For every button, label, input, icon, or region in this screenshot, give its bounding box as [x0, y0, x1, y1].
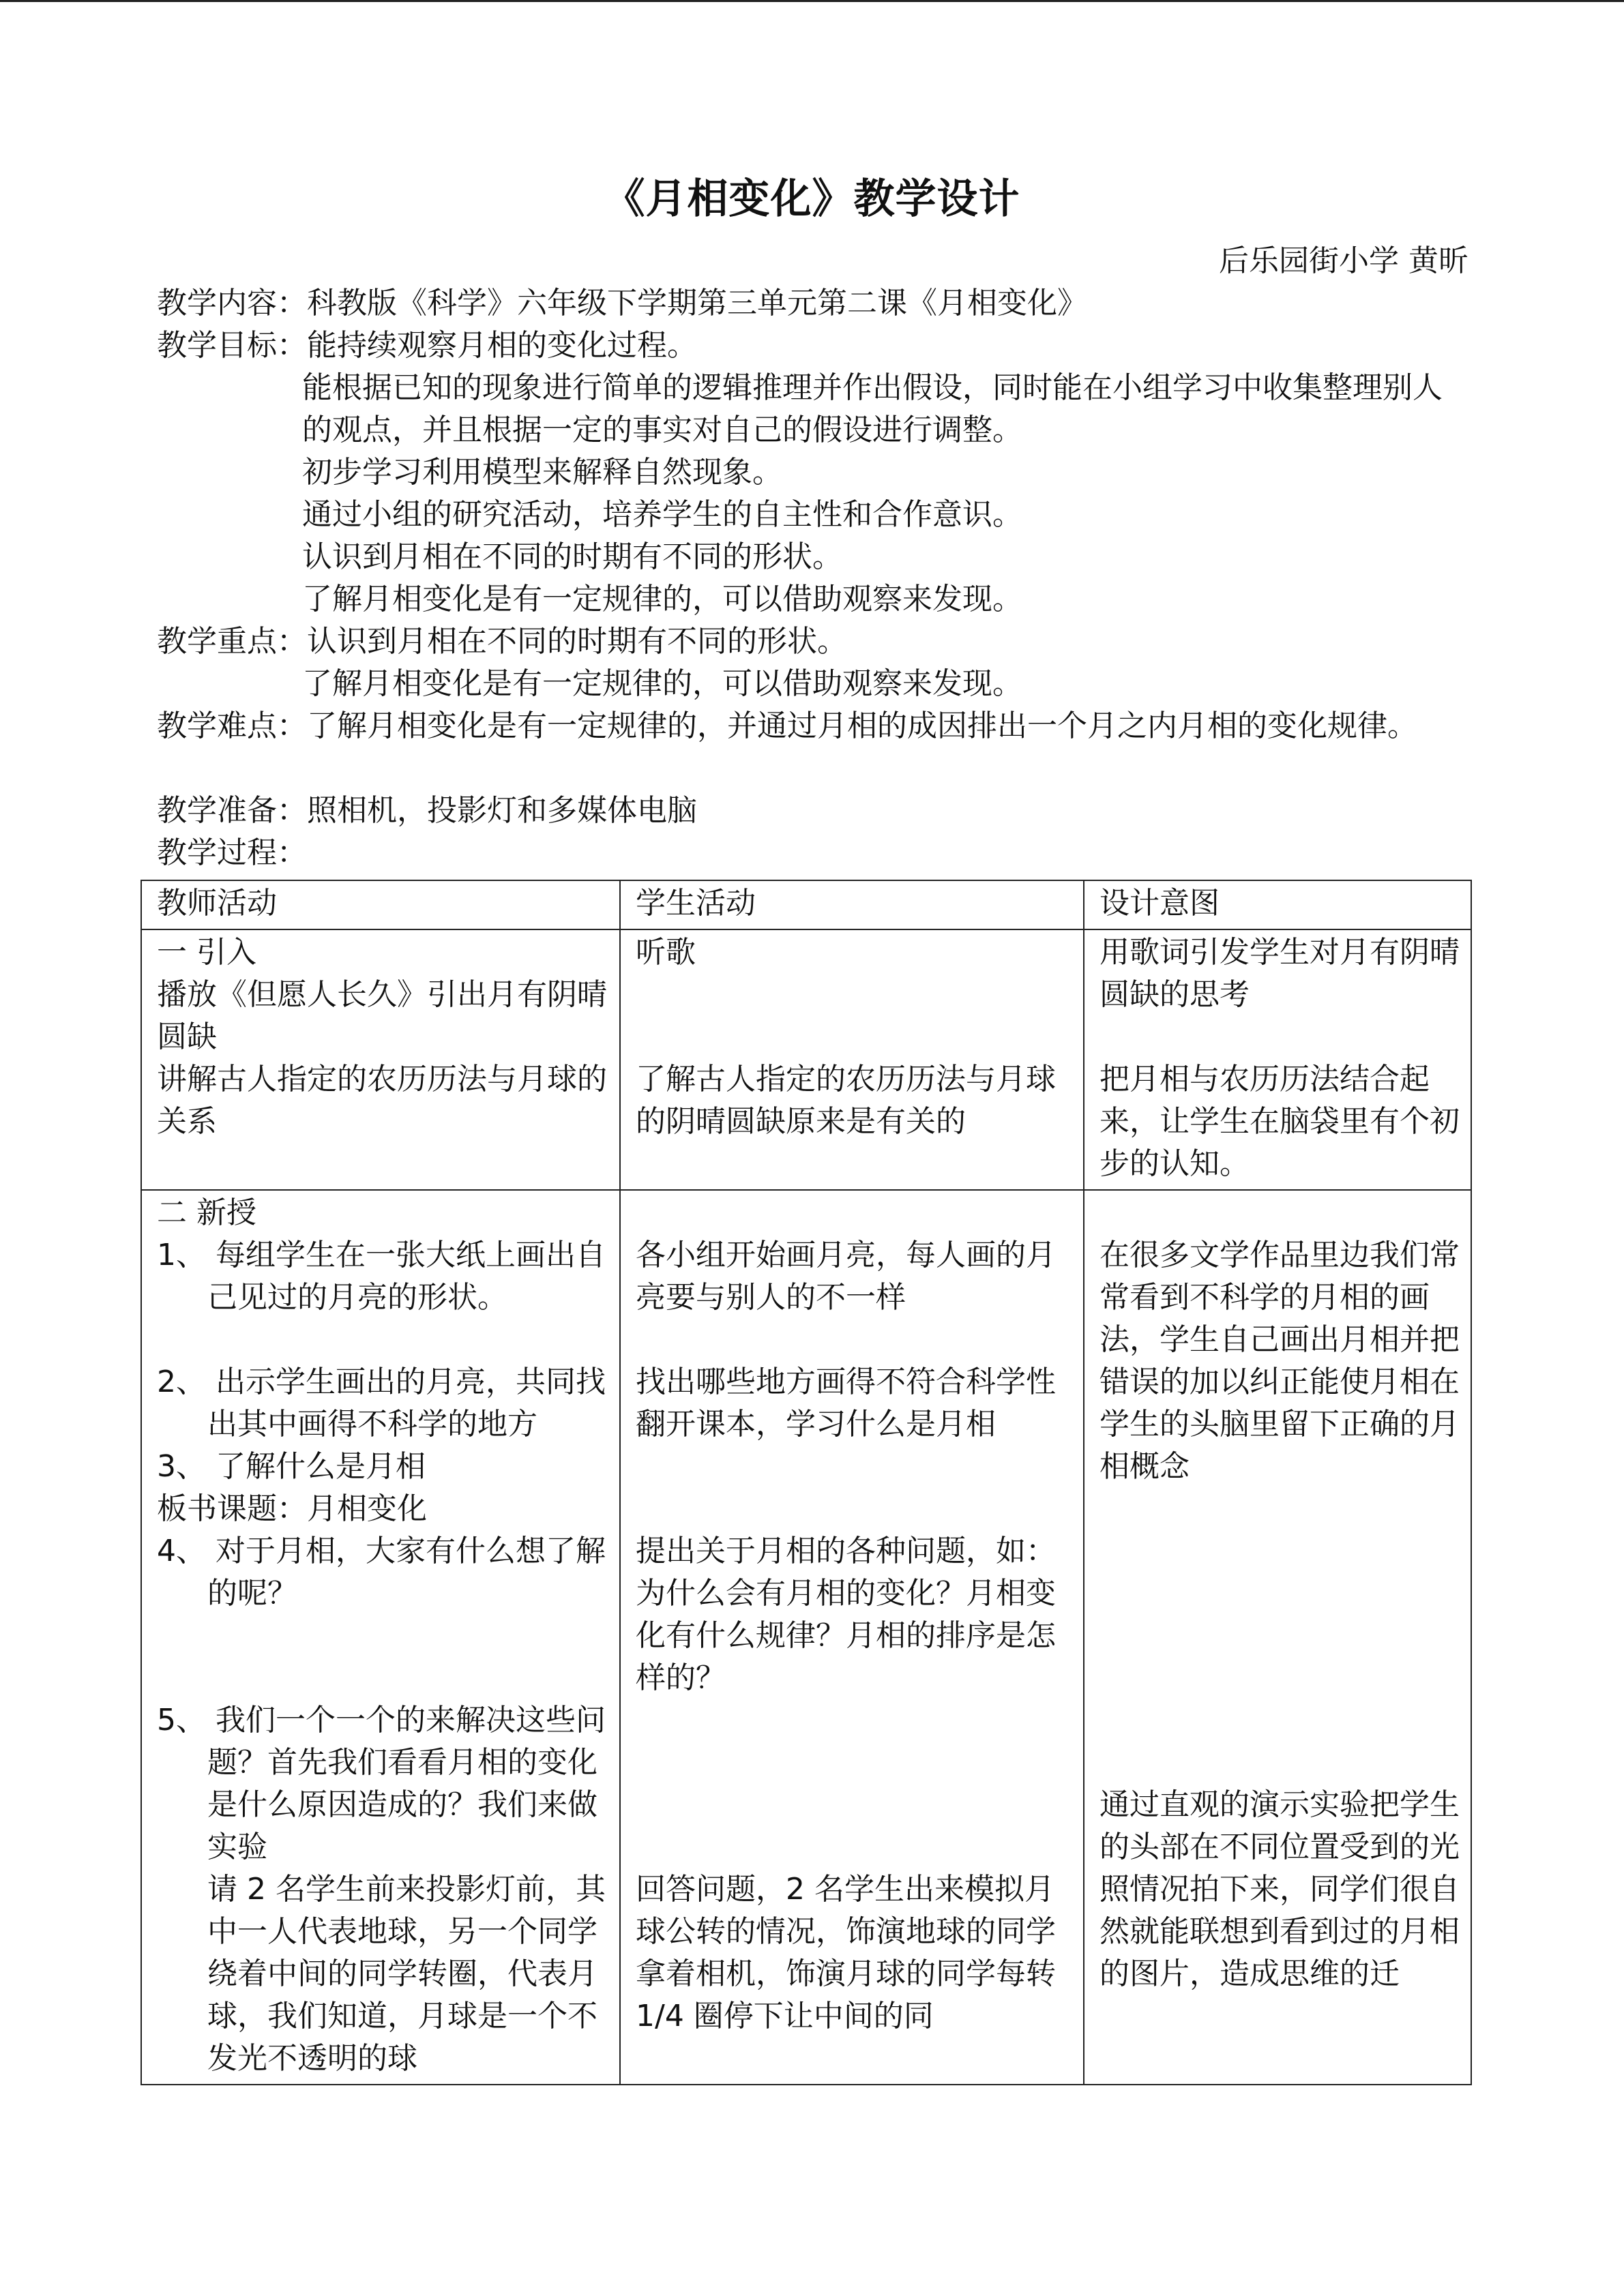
new-heading: 二 新授 — [157, 1195, 256, 1230]
goals-label: 教学目标： — [157, 328, 307, 363]
teacher-step-4: 4、 对于月相，大家有什么想了解的呢？ — [157, 1534, 606, 1611]
document-title: 《月相变化》教学设计 — [604, 175, 1020, 223]
intro-design-1: 用歌词引发学生对月有阴晴圆缺的思考 — [1099, 935, 1460, 1012]
table-header-row — [141, 880, 1471, 929]
new-student-cell — [620, 1190, 1084, 2085]
intro-teacher-2: 讲解古人指定的农历历法与月球的关系 — [157, 1062, 607, 1139]
goal-item: 认识到月相在不同的时期有不同的形状。 — [302, 539, 842, 574]
prep-label: 教学准备： — [157, 793, 307, 828]
goal-item: 初步学习利用模型来解释自然现象。 — [302, 455, 782, 490]
new-design-cell — [1084, 1190, 1471, 2085]
student-activity-4: 提出关于月相的各种问题，如：为什么会有月相的变化？月相变化有什么规律？月相的排序是怎样的？ — [636, 1534, 1056, 1695]
intro-teacher-cell — [141, 929, 620, 1190]
design-intent-2: 通过直观的演示实验把学生的头部在不同位置受到的光照情况拍下来，同学们很自然就能联想到看到过的月相的图片，造成思维的迁 — [1099, 1787, 1460, 1991]
teacher-step-5b: 请 2 名学生前来投影灯前，其中一人代表地球，另一个同学绕着中间的同学转圈，代表月球，我们知道，月球是一个不发光不透明的球 — [207, 1872, 606, 2076]
intro-design-2: 把月相与农历历法结合起来，让学生在脑袋里有个初步的认知。 — [1099, 1062, 1460, 1181]
student-activity-5: 回答问题，2 名学生出来模拟月球公转的情况，饰演地球的同学拿着相机，饰演月球的同学每转 1/4 圈停下让中间的同 — [636, 1872, 1056, 2033]
content-line — [157, 282, 1470, 325]
process-label: 教学过程： — [157, 835, 307, 870]
author-line: 后乐园街小学 黄昕 — [1219, 243, 1468, 278]
prep-line — [157, 790, 1470, 832]
goal-item: 通过小组的研究活动，培养学生的自主性和合作意识。 — [302, 497, 1022, 532]
teacher-step-2: 2、 出示学生画出的月亮，共同找出其中画得不科学的地方 — [157, 1365, 606, 1442]
goals-line — [157, 325, 1470, 367]
difficulty-text: 了解月相变化是有一定规律的，并通过月相的成因排出一个月之内月相的变化规律。 — [307, 709, 1417, 743]
design-intent-1: 在很多文学作品里边我们常常看到不科学的月相的画法，学生自己画出月相并把错误的加以纠正能使月相在学生的头脑里留下正确的月相概念 — [1099, 1238, 1460, 1484]
intro-heading: 一 引入 — [157, 935, 256, 970]
goal-item: 能根据已知的现象进行简单的逻辑推理并作出假设，同时能在小组学习中收集整理别人的观点，并且根据一定的事实对自己的假设进行调整。 — [302, 370, 1443, 447]
header-design: 设计意图 — [1084, 880, 1471, 929]
key-label: 教学重点： — [157, 624, 307, 659]
teacher-step-5: 5、 我们一个一个的来解决这些问题？首先我们看看月相的变化是什么原因造成的？我们来做实验 — [157, 1703, 606, 1864]
intro-student-1: 听歌 — [636, 935, 696, 970]
student-activity-1: 各小组开始画月亮，每人画的月亮要与别人的不一样 — [636, 1238, 1056, 1315]
table-row-intro — [141, 929, 1471, 1190]
content-label: 教学内容： — [157, 286, 307, 320]
student-activity-3: 翻开课本，学习什么是月相 — [636, 1407, 996, 1442]
key-first: 认识到月相在不同的时期有不同的形状。 — [307, 624, 847, 659]
content-text: 科教版《科学》六年级下学期第三单元第二课《月相变化》 — [307, 286, 1087, 320]
prep-text: 照相机，投影灯和多媒体电脑 — [307, 793, 697, 828]
goal-item: 了解月相变化是有一定规律的，可以借助观察来发现。 — [302, 582, 1022, 616]
new-teacher-cell — [141, 1190, 620, 2085]
process-table — [141, 880, 1472, 2085]
difficulty-label: 教学难点： — [157, 709, 307, 743]
key-second: 了解月相变化是有一定规律的，可以借助观察来发现。 — [302, 666, 1022, 701]
teacher-step-3: 3、 了解什么是月相 — [157, 1449, 426, 1484]
board-title: 板书课题：月相变化 — [157, 1491, 427, 1526]
intro-teacher-1: 播放《但愿人长久》引出月有阴晴圆缺 — [157, 977, 607, 1054]
table-row-new — [141, 1190, 1471, 2085]
key-line — [157, 621, 1470, 663]
header-teacher: 教师活动 — [141, 880, 620, 929]
student-activity-2: 找出哪些地方画得不符合科学性 — [636, 1365, 1056, 1399]
intro-student-cell — [620, 929, 1084, 1190]
header-student: 学生活动 — [620, 880, 1084, 929]
teacher-step-1: 1、 每组学生在一张大纸上画出自己见过的月亮的形状。 — [157, 1238, 606, 1315]
intro-student-2: 了解古人指定的农历历法与月球的阴晴圆缺原来是有关的 — [636, 1062, 1056, 1139]
difficulty-line — [157, 705, 1470, 747]
page-top-border — [0, 0, 1624, 2]
goal-first: 能持续观察月相的变化过程。 — [307, 328, 697, 363]
intro-design-cell — [1084, 929, 1471, 1190]
